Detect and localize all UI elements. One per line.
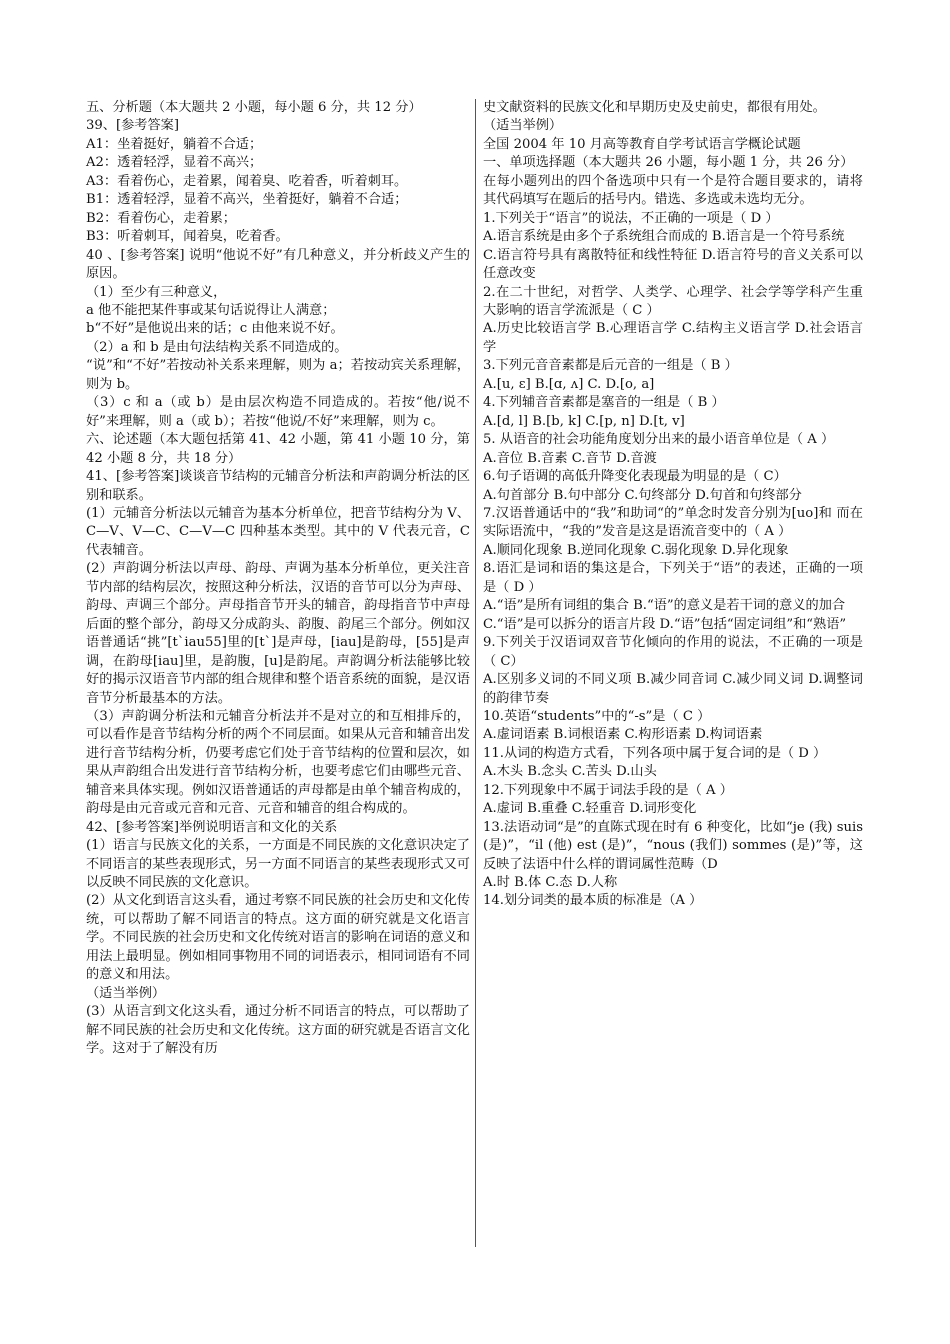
paragraph: B2：看着伤心，走着累； bbox=[86, 210, 236, 226]
paragraph: C.语言符号具有离散特征和线性特征 D.语言符号的音义关系可以任意改变 bbox=[483, 247, 863, 282]
paragraph: A.时 B.体 C.态 D.人称 bbox=[483, 875, 618, 891]
paragraph: a 他不能把某件事或某句话说得让人满意； bbox=[86, 302, 336, 318]
paragraph: 1.下列关于“语言”的说法，不正确的一项是（ D ） bbox=[483, 210, 779, 226]
paragraph: 10.英语“students”中的“-s”是（ C ） bbox=[483, 708, 711, 724]
paragraph: A.历史比较语言学 B.心理语言学 C.结构主义语言学 D.社会语言学 bbox=[483, 321, 863, 355]
paragraph: A1：坐着挺好，躺着不合适； bbox=[86, 136, 263, 152]
paragraph: （2）a 和 b 是由句法结构关系不同造成的。 bbox=[86, 339, 348, 355]
paragraph: “说”和“不好”若按动补关系来理解，则为 a；若按动宾关系理解，则为 b。 bbox=[86, 358, 470, 392]
paragraph: A.虚词 B.重叠 C.轻重音 D.词形变化 bbox=[483, 801, 697, 817]
paragraph: 41、[参考答案]谈谈音节结构的元辅音分析法和声韵调分析法的区别和联系。 bbox=[86, 469, 470, 503]
paragraph: （3）声韵调分析法和元辅音分析法并不是对立的和互相排斥的，可以看作是音节结构分析的两个不同层面。如果从元音和辅音出发进行音节结构分析，仍要考虑它们处于音节结构的位置和层次，如果从声韵组合出发进行音节结构分析，也要考虑它们由哪些元音、辅音来具体实现。例如汉语普通话的声母都是由单个辅音构成的，韵母是由元音或元音和元音、元音和辅音的组合构成的。 bbox=[86, 708, 470, 817]
column-divider bbox=[475, 99, 476, 1247]
paragraph: 39、[参考答案] bbox=[86, 118, 180, 134]
paragraph: A.区别多义词的不同义项 B.减少同音词 C.减少同义词 D.调整词的韵律节奏 bbox=[483, 672, 863, 706]
paragraph: A.音位 B.音素 C.音节 D.音渡 bbox=[483, 450, 657, 466]
paragraph: A2：透着轻浮，显着不高兴； bbox=[86, 155, 263, 171]
left-column bbox=[86, 99, 470, 1059]
paragraph: A.“语”是所有词组的集合 B.“语”的意义是若干词的意义的加合 bbox=[483, 598, 846, 614]
paragraph: （3）c 和 a（或 b）是由层次构造不同造成的。若按“他/说不好”来理解，则 a（或 b）；若按“他说/不好”来理解，则为 c。 bbox=[86, 395, 470, 429]
paragraph: 五、分析题（本大题共 2 小题，每小题 6 分，共 12 分） bbox=[86, 100, 422, 115]
paragraph: 史文献资料的民族文化和早期历史及史前史，都很有用处。 bbox=[483, 100, 826, 115]
paragraph: 4.下列辅音音素都是塞音的一组是（ B ） bbox=[483, 395, 725, 411]
paragraph: A3：看着伤心，走着累，闻着臭、吃着香，听着刺耳。 bbox=[86, 173, 408, 189]
paragraph: 8.语汇是词和语的集这是合，下列关于“语”的表述，正确的一项是（ D ） bbox=[483, 561, 863, 595]
paragraph: 一、单项选择题（本大题共 26 小题，每小题 1 分，共 26 分） bbox=[483, 155, 854, 171]
paragraph: 13.法语动词“是”的直陈式现在时有 6 种变化，比如“je (我) suis (是)”，“il (他) est (是)”，“nous (我们) sommes (是)”等，这反映了法语中什么样的谓词属性范畴（D bbox=[483, 819, 863, 872]
paragraph: 在每小题列出的四个备选项中只有一个是符合题目要求的，请将其代码填写在题后的括号内。错选、多选或未选均无分。 bbox=[483, 173, 863, 208]
paragraph: （适当举例） bbox=[483, 118, 563, 134]
paragraph: A.木头 B.念头 C.苦头 D.山头 bbox=[483, 764, 657, 780]
paragraph: (2）声韵调分析法以声母、韵母、声调为基本分析单位，更关注音节内部的结构层次，按照这种分析法，汉语的音节可以分为声母、韵母、声调三个部分。声母指音节开头的辅音，韵母指音节中声母后面的整个部分，韵母又分成韵头、韵腹、韵尾三个部分。例如汉语普通话“挑”[t`iau55]里的[t`]是声母，[iau]是韵母，[55]是声调，在韵母[iau]里，是韵腹，[u]是韵尾。声韵调分析法能够比较好的揭示汉语音节内部的组合规律和整个语音系统的面貌，是汉语音节分析最基本的方法。 bbox=[86, 561, 470, 706]
paragraph: 14.划分词类的最本质的标准是（A ） bbox=[483, 893, 703, 909]
paragraph: 3.下列元音音素都是后元音的一组是（ B ） bbox=[483, 358, 738, 374]
paragraph: A.虚词语素 B.词根语素 C.构形语素 D.构词语素 bbox=[483, 727, 763, 743]
paragraph: (1）元辅音分析法以元辅音为基本分析单位，把音节结构分为 V、C—V、V—C、C—V—C 四种基本类型。其中的 V 代表元音，C 代表辅音。 bbox=[86, 505, 470, 558]
paragraph: 6.句子语调的高低升降变化表现最为明显的是（ C） bbox=[483, 469, 787, 485]
paragraph: B1：透着轻浮，显着不高兴，坐着挺好，躺着不合适； bbox=[86, 192, 408, 208]
paragraph: A.[d, l] B.[b, k] C.[p, n] D.[t, v] bbox=[483, 413, 685, 429]
paragraph: b“不好”是他说出来的话；c 由他来说不好。 bbox=[86, 321, 344, 337]
paragraph: 六、论述题（本大题包括第 41、42 小题，第 41 小题 10 分，第 42 小题 8 分，共 18 分） bbox=[86, 432, 470, 466]
paragraph: (2）从文化到语言这头看，通过考察不同民族的社会历史和文化传统，可以帮助了解不同语言的特点。这方面的研究就是文化语言学。不同民族的社会历史和文化传统对语言的影响在词语的意义和用法上最明显。例如相同事物用不同的词语表示，相同词语有不同的意义和用法。 bbox=[86, 893, 470, 983]
paragraph: 42、[参考答案]举例说明语言和文化的关系 bbox=[86, 819, 338, 835]
paragraph: A.[u, ɛ] B.[ɑ, ʌ] C. D.[o, a] bbox=[483, 376, 655, 392]
paragraph: C.“语”是可以拆分的语言片段 D.“语”包括“固定词组”和“熟语” bbox=[483, 616, 847, 632]
paragraph: 2.在二十世纪，对哲学、人类学、心理学、社会学等学科产生重大影响的语言学流派是（ C ） bbox=[483, 284, 863, 318]
paragraph: 全国 2004 年 10 月高等教育自学考试语言学概论试题 bbox=[483, 136, 801, 152]
paragraph: B3：听着刺耳，闻着臭，吃着香。 bbox=[86, 229, 289, 245]
right-column bbox=[483, 99, 863, 911]
paragraph: （适当举例） bbox=[86, 985, 166, 1001]
paragraph: (1）语言与民族文化的关系，一方面是不同民族的文化意识决定了不同语言的某些表现形式，另一方面不同语言的某些表现形式又可以反映不同民族的文化意识。 bbox=[86, 838, 470, 891]
paragraph: A.语言系统是由多个子系统组合而成的 B.语言是一个符号系统 bbox=[483, 229, 845, 245]
paragraph: 40 、[参考答案] 说明“他说不好”有几种意义，并分析歧义产生的原因。 bbox=[86, 247, 470, 282]
paragraph: A.句首部分 B.句中部分 C.句终部分 D.句首和句终部分 bbox=[483, 487, 802, 503]
paragraph: A.顺同化现象 B.逆同化现象 C.弱化现象 D.异化现象 bbox=[483, 542, 789, 558]
paragraph: 7.汉语普通话中的“我”和助词“的”单念时发音分别为[uo]和 而在实际语流中，“我的”发音是这是语流音变中的（ A ） bbox=[483, 505, 863, 540]
paragraph: 9.下列关于汉语词双音节化倾向的作用的说法，不正确的一项是（ C） bbox=[483, 635, 863, 669]
paragraph: 11.从词的构造方式看，下列各项中属于复合词的是（ D ） bbox=[483, 745, 827, 761]
paragraph: 12.下列现象中不属于词法手段的是（ A ） bbox=[483, 782, 733, 798]
paragraph: （1）至少有三种意义， bbox=[86, 284, 227, 300]
paragraph: (3）从语言到文化这头看，通过分析不同语言的特点，可以帮助了解不同民族的社会历史和文化传统。这方面的研究就是否语言文化学。这对于了解没有历 bbox=[86, 1004, 470, 1057]
paragraph: 5. 从语音的社会功能角度划分出来的最小语音单位是（ A ） bbox=[483, 432, 835, 448]
